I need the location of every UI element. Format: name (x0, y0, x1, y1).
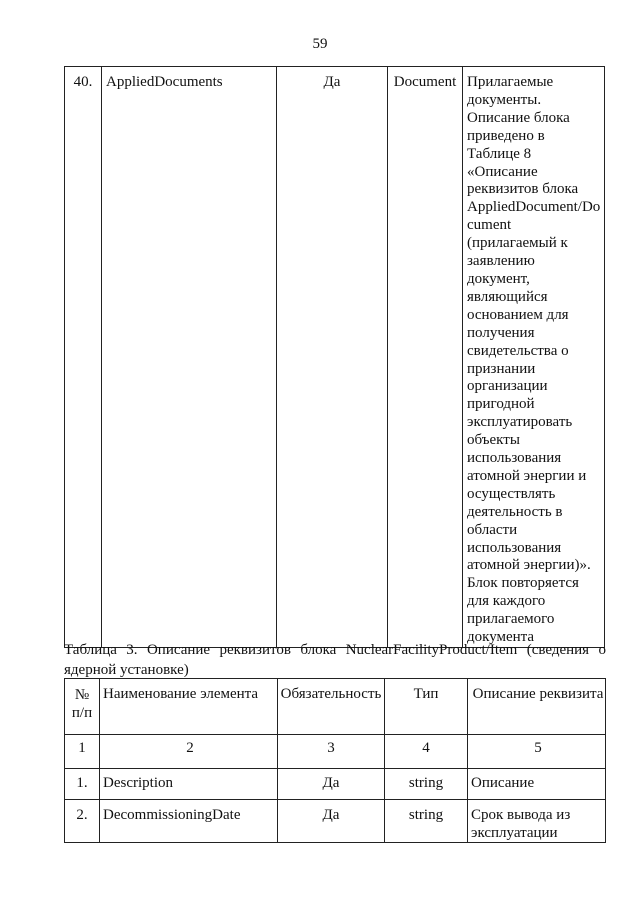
header-number-line1: № (74, 687, 90, 703)
attributes-table (64, 678, 606, 843)
description-line: Блок повторяется (467, 575, 579, 592)
attribute-description: Описание (468, 769, 606, 800)
description-line: эксплуатировать (467, 414, 573, 431)
description-line: признании (467, 360, 536, 377)
description-line: (прилагаемый к (467, 235, 568, 252)
table-row (65, 800, 606, 843)
column-number: 3 (278, 735, 385, 769)
description-line: cument (467, 217, 512, 234)
description-line: «Описание (467, 163, 538, 180)
mandatory-value: Да (277, 67, 388, 648)
table-row (65, 67, 605, 648)
description-line: основанием для (467, 306, 569, 323)
type-value: string (385, 769, 468, 800)
description-line: атомной энергии и (467, 467, 587, 484)
header-mandatory: Обязательность (278, 679, 385, 735)
row-number: 2. (65, 800, 100, 843)
header-description: Описание реквизита (468, 679, 606, 735)
description-line: осуществлять (467, 485, 556, 502)
type-value: string (385, 800, 468, 843)
header-number (65, 679, 100, 735)
description-line: заявлению (467, 253, 535, 270)
description-line: прилагаемого (467, 611, 555, 628)
description-line: организации (467, 378, 548, 395)
page-number: 59 (312, 36, 328, 52)
description-line: для каждого (467, 593, 546, 610)
description-line: Описание блока (467, 109, 570, 126)
column-number: 5 (468, 735, 606, 769)
description-line: деятельность в (467, 503, 563, 520)
element-name: Description (100, 769, 278, 800)
description-line: области (467, 521, 518, 538)
column-number: 1 (65, 735, 100, 769)
attributes-table-continued (64, 66, 605, 648)
header-number-line2: п/п (71, 705, 93, 721)
description-line: Прилагаемые (467, 74, 554, 90)
description-line: Таблице 8 (467, 145, 532, 162)
row-number: 1. (65, 769, 100, 800)
description-line: объекты (467, 432, 520, 449)
description-line: использования (467, 539, 562, 556)
attribute-description (463, 67, 605, 648)
column-number: 2 (100, 735, 278, 769)
mandatory-value: Да (278, 800, 385, 843)
attribute-description: Срок вывода из эксплуатации (468, 800, 606, 843)
column-number: 4 (385, 735, 468, 769)
description-line: документы. (467, 91, 542, 108)
element-name: DecommissioningDate (100, 800, 278, 843)
table-caption: Таблица 3. Описание реквизитов блока NuclearFacilityProduct/Item (сведения о ядерной установке) (64, 642, 606, 678)
description-line: документа (467, 629, 535, 646)
description-line: AppliedDocument/Do (467, 199, 601, 216)
description-line: приведено в (467, 127, 545, 144)
column-numbers-row (65, 735, 606, 769)
element-name: AppliedDocuments (102, 67, 277, 648)
mandatory-value: Да (278, 769, 385, 800)
description-line: пригодной (467, 396, 535, 413)
description-line: документ, (467, 270, 530, 287)
table-row (65, 769, 606, 800)
description-line: реквизитов блока (467, 181, 579, 198)
description-line: являющийся (467, 288, 548, 305)
description-line: атомной энергии)». (467, 557, 591, 574)
header-type: Тип (385, 679, 468, 735)
description-line: получения (467, 324, 535, 341)
header-name: Наименование элемента (100, 679, 278, 735)
table-header-row (65, 679, 606, 735)
type-value: Document (388, 67, 463, 648)
description-line: свидетельства о (467, 342, 569, 359)
description-line: использования (467, 450, 562, 467)
row-number: 40. (65, 67, 102, 648)
